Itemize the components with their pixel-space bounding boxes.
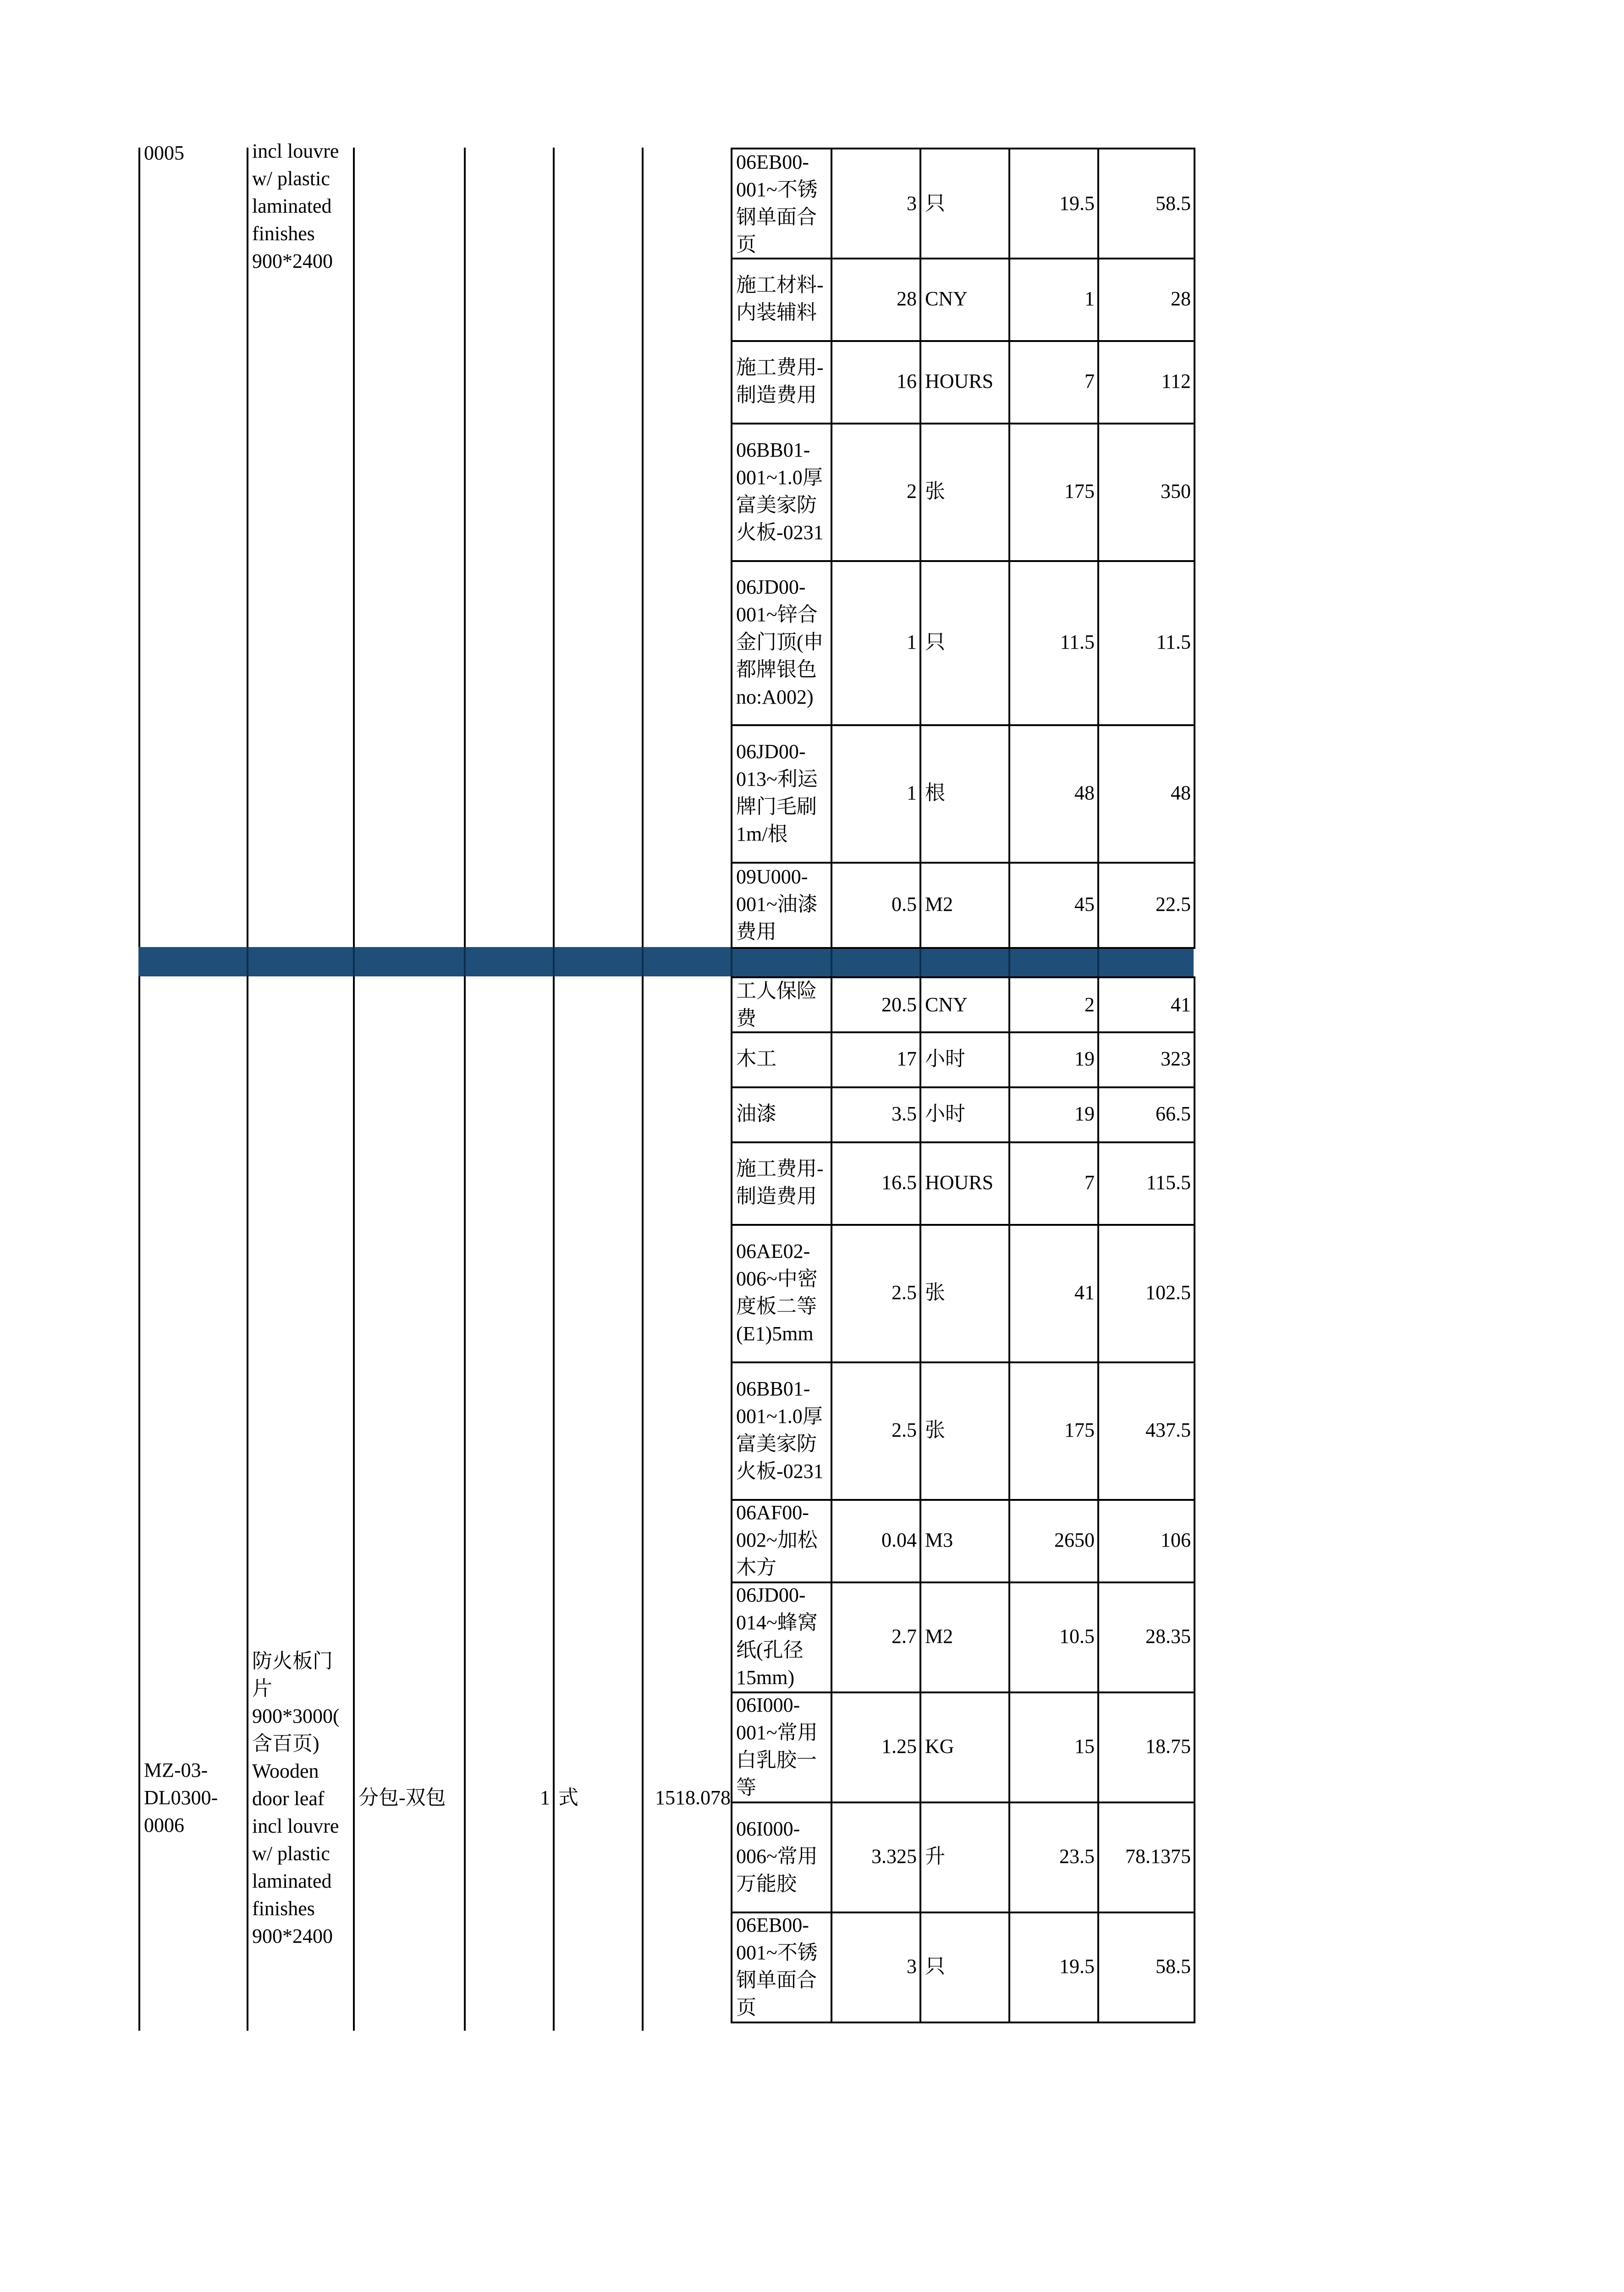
material-unit-cell: 升 bbox=[919, 1802, 1008, 1913]
material-price-cell: 7 bbox=[1008, 1141, 1097, 1226]
col-line-d bbox=[464, 976, 466, 2031]
band-divider bbox=[464, 947, 466, 976]
material-qty-cell: 1 bbox=[831, 724, 919, 864]
band-divider bbox=[642, 947, 644, 976]
col-line-a bbox=[138, 976, 140, 2031]
band-divider bbox=[731, 947, 732, 976]
material-name-cell: 06JD00- 014~蜂窝 纸(孔径 15mm) bbox=[731, 1581, 831, 1693]
item-code: MZ-03- DL0300- 0006 bbox=[144, 1759, 218, 1836]
material-qty-cell: 3.5 bbox=[831, 1086, 919, 1143]
material-price-cell: 11.5 bbox=[1008, 560, 1097, 726]
material-name-cell: 06BB01- 001~1.0厚 富美家防 火板-0231 bbox=[731, 423, 831, 562]
material-price-cell: 1 bbox=[1008, 258, 1097, 342]
material-amount-cell: 350 bbox=[1097, 423, 1195, 562]
material-unit-cell: KG bbox=[919, 1691, 1008, 1803]
band-divider bbox=[553, 947, 555, 976]
material-name-cell: 施工费用- 制造费用 bbox=[731, 340, 831, 424]
material-unit-cell: 只 bbox=[919, 1912, 1008, 2023]
material-price-cell: 19 bbox=[1008, 1086, 1097, 1143]
item-unit: 式 bbox=[558, 1786, 578, 1809]
col-line-c bbox=[353, 148, 355, 947]
material-qty-cell: 2.5 bbox=[831, 1361, 919, 1501]
col-line-e bbox=[553, 976, 555, 2031]
material-qty-cell: 2 bbox=[831, 423, 919, 562]
col-line-e bbox=[553, 148, 555, 947]
material-amount-cell: 58.5 bbox=[1097, 1912, 1195, 2023]
material-unit-cell: M3 bbox=[919, 1499, 1008, 1583]
material-qty-cell: 20.5 bbox=[831, 976, 919, 1033]
band-divider bbox=[353, 947, 355, 976]
top-description-tail: incl louvre w/ plastic laminated finishes 900*2400 bbox=[252, 140, 339, 272]
material-amount-cell: 11.5 bbox=[1097, 560, 1195, 726]
material-qty-cell: 17 bbox=[831, 1031, 919, 1088]
material-unit-cell: 小时 bbox=[919, 1086, 1008, 1143]
material-name-cell: 工人保险 费 bbox=[731, 976, 831, 1033]
material-qty-cell: 1.25 bbox=[831, 1691, 919, 1803]
material-amount-cell: 106 bbox=[1097, 1499, 1195, 1583]
material-price-cell: 48 bbox=[1008, 724, 1097, 864]
material-name-cell: 09U000- 001~油漆 费用 bbox=[731, 862, 831, 949]
material-amount-cell: 18.75 bbox=[1097, 1691, 1195, 1803]
material-qty-cell: 0.5 bbox=[831, 862, 919, 949]
material-qty-cell: 1 bbox=[831, 560, 919, 726]
material-amount-cell: 323 bbox=[1097, 1031, 1195, 1088]
material-qty-cell: 16 bbox=[831, 340, 919, 424]
material-qty-cell: 2.7 bbox=[831, 1581, 919, 1693]
material-name-cell: 施工材料- 内装辅料 bbox=[731, 258, 831, 342]
material-amount-cell: 28 bbox=[1097, 258, 1195, 342]
col-line-c bbox=[353, 976, 355, 2031]
material-price-cell: 2 bbox=[1008, 976, 1097, 1033]
material-amount-cell: 115.5 bbox=[1097, 1141, 1195, 1226]
material-name-cell: 施工费用- 制造费用 bbox=[731, 1141, 831, 1226]
item-quantity: 1 bbox=[540, 1786, 550, 1809]
material-amount-cell: 102.5 bbox=[1097, 1224, 1195, 1363]
band-divider bbox=[247, 947, 248, 976]
material-amount-cell: 66.5 bbox=[1097, 1086, 1195, 1143]
material-unit-cell: 张 bbox=[919, 423, 1008, 562]
material-name-cell: 06JD00- 001~锌合 金门顶(申 都牌银色 no:A002) bbox=[731, 560, 831, 726]
material-qty-cell: 2.5 bbox=[831, 1224, 919, 1363]
material-amount-cell: 48 bbox=[1097, 724, 1195, 864]
material-qty-cell: 16.5 bbox=[831, 1141, 919, 1226]
material-unit-cell: HOURS bbox=[919, 1141, 1008, 1226]
material-unit-cell: M2 bbox=[919, 862, 1008, 949]
material-name-cell: 油漆 bbox=[731, 1086, 831, 1143]
material-unit-cell: CNY bbox=[919, 976, 1008, 1033]
material-price-cell: 15 bbox=[1008, 1691, 1097, 1803]
col-line-f bbox=[642, 148, 644, 947]
material-name-cell: 木工 bbox=[731, 1031, 831, 1088]
material-name-cell: 06BB01- 001~1.0厚 富美家防 火板-0231 bbox=[731, 1361, 831, 1501]
col-line-f bbox=[642, 976, 644, 2031]
band-divider bbox=[1008, 947, 1010, 976]
material-price-cell: 19.5 bbox=[1008, 148, 1097, 259]
col-line-d bbox=[464, 148, 466, 947]
material-price-cell: 45 bbox=[1008, 862, 1097, 949]
material-qty-cell: 3 bbox=[831, 1912, 919, 2023]
material-qty-cell: 3 bbox=[831, 148, 919, 259]
material-amount-cell: 437.5 bbox=[1097, 1361, 1195, 1501]
material-name-cell: 06I000- 001~常用 白乳胶一 等 bbox=[731, 1691, 831, 1803]
material-price-cell: 7 bbox=[1008, 340, 1097, 424]
top-item-code-tail: 0005 bbox=[144, 142, 184, 164]
material-name-cell: 06I000- 006~常用 万能胶 bbox=[731, 1802, 831, 1913]
material-qty-cell: 0.04 bbox=[831, 1499, 919, 1583]
material-name-cell: 06AF00- 002~加松 木方 bbox=[731, 1499, 831, 1583]
material-qty-cell: 3.325 bbox=[831, 1802, 919, 1913]
material-qty-cell: 28 bbox=[831, 258, 919, 342]
material-name-cell: 06JD00- 013~利运 牌门毛刷 1m/根 bbox=[731, 724, 831, 864]
material-price-cell: 175 bbox=[1008, 1361, 1097, 1501]
material-amount-cell: 41 bbox=[1097, 976, 1195, 1033]
item-scope: 分包-双包 bbox=[358, 1786, 446, 1809]
material-unit-cell: M2 bbox=[919, 1581, 1008, 1693]
material-price-cell: 19 bbox=[1008, 1031, 1097, 1088]
row-separator-band bbox=[138, 947, 1194, 976]
material-amount-cell: 112 bbox=[1097, 340, 1195, 424]
material-name-cell: 06EB00- 001~不锈 钢单面合 页 bbox=[731, 1912, 831, 2023]
material-price-cell: 175 bbox=[1008, 423, 1097, 562]
material-price-cell: 10.5 bbox=[1008, 1581, 1097, 1693]
material-amount-cell: 78.1375 bbox=[1097, 1802, 1195, 1913]
material-price-cell: 2650 bbox=[1008, 1499, 1097, 1583]
band-divider bbox=[831, 947, 832, 976]
item-description: 防火板门 片 900*3000( 含百页) Wooden door leaf incl louvre w/ plastic laminated finishes 900*2400 bbox=[252, 1650, 340, 1947]
material-amount-cell: 58.5 bbox=[1097, 148, 1195, 259]
material-price-cell: 19.5 bbox=[1008, 1912, 1097, 2023]
material-unit-cell: 张 bbox=[919, 1224, 1008, 1363]
material-unit-cell: CNY bbox=[919, 258, 1008, 342]
material-price-cell: 23.5 bbox=[1008, 1802, 1097, 1913]
material-unit-cell: 张 bbox=[919, 1361, 1008, 1501]
material-unit-cell: HOURS bbox=[919, 340, 1008, 424]
material-unit-cell: 只 bbox=[919, 148, 1008, 259]
material-amount-cell: 28.35 bbox=[1097, 1581, 1195, 1693]
material-name-cell: 06AE02- 006~中密 度板二等 (E1)5mm bbox=[731, 1224, 831, 1363]
material-name-cell: 06EB00- 001~不锈 钢单面合 页 bbox=[731, 148, 831, 259]
material-unit-cell: 小时 bbox=[919, 1031, 1008, 1088]
band-divider bbox=[1097, 947, 1099, 976]
material-unit-cell: 只 bbox=[919, 560, 1008, 726]
material-amount-cell: 22.5 bbox=[1097, 862, 1195, 949]
item-total: 1518.078 bbox=[655, 1786, 731, 1809]
material-price-cell: 41 bbox=[1008, 1224, 1097, 1363]
band-divider bbox=[919, 947, 921, 976]
material-unit-cell: 根 bbox=[919, 724, 1008, 864]
col-line-a bbox=[138, 148, 140, 947]
